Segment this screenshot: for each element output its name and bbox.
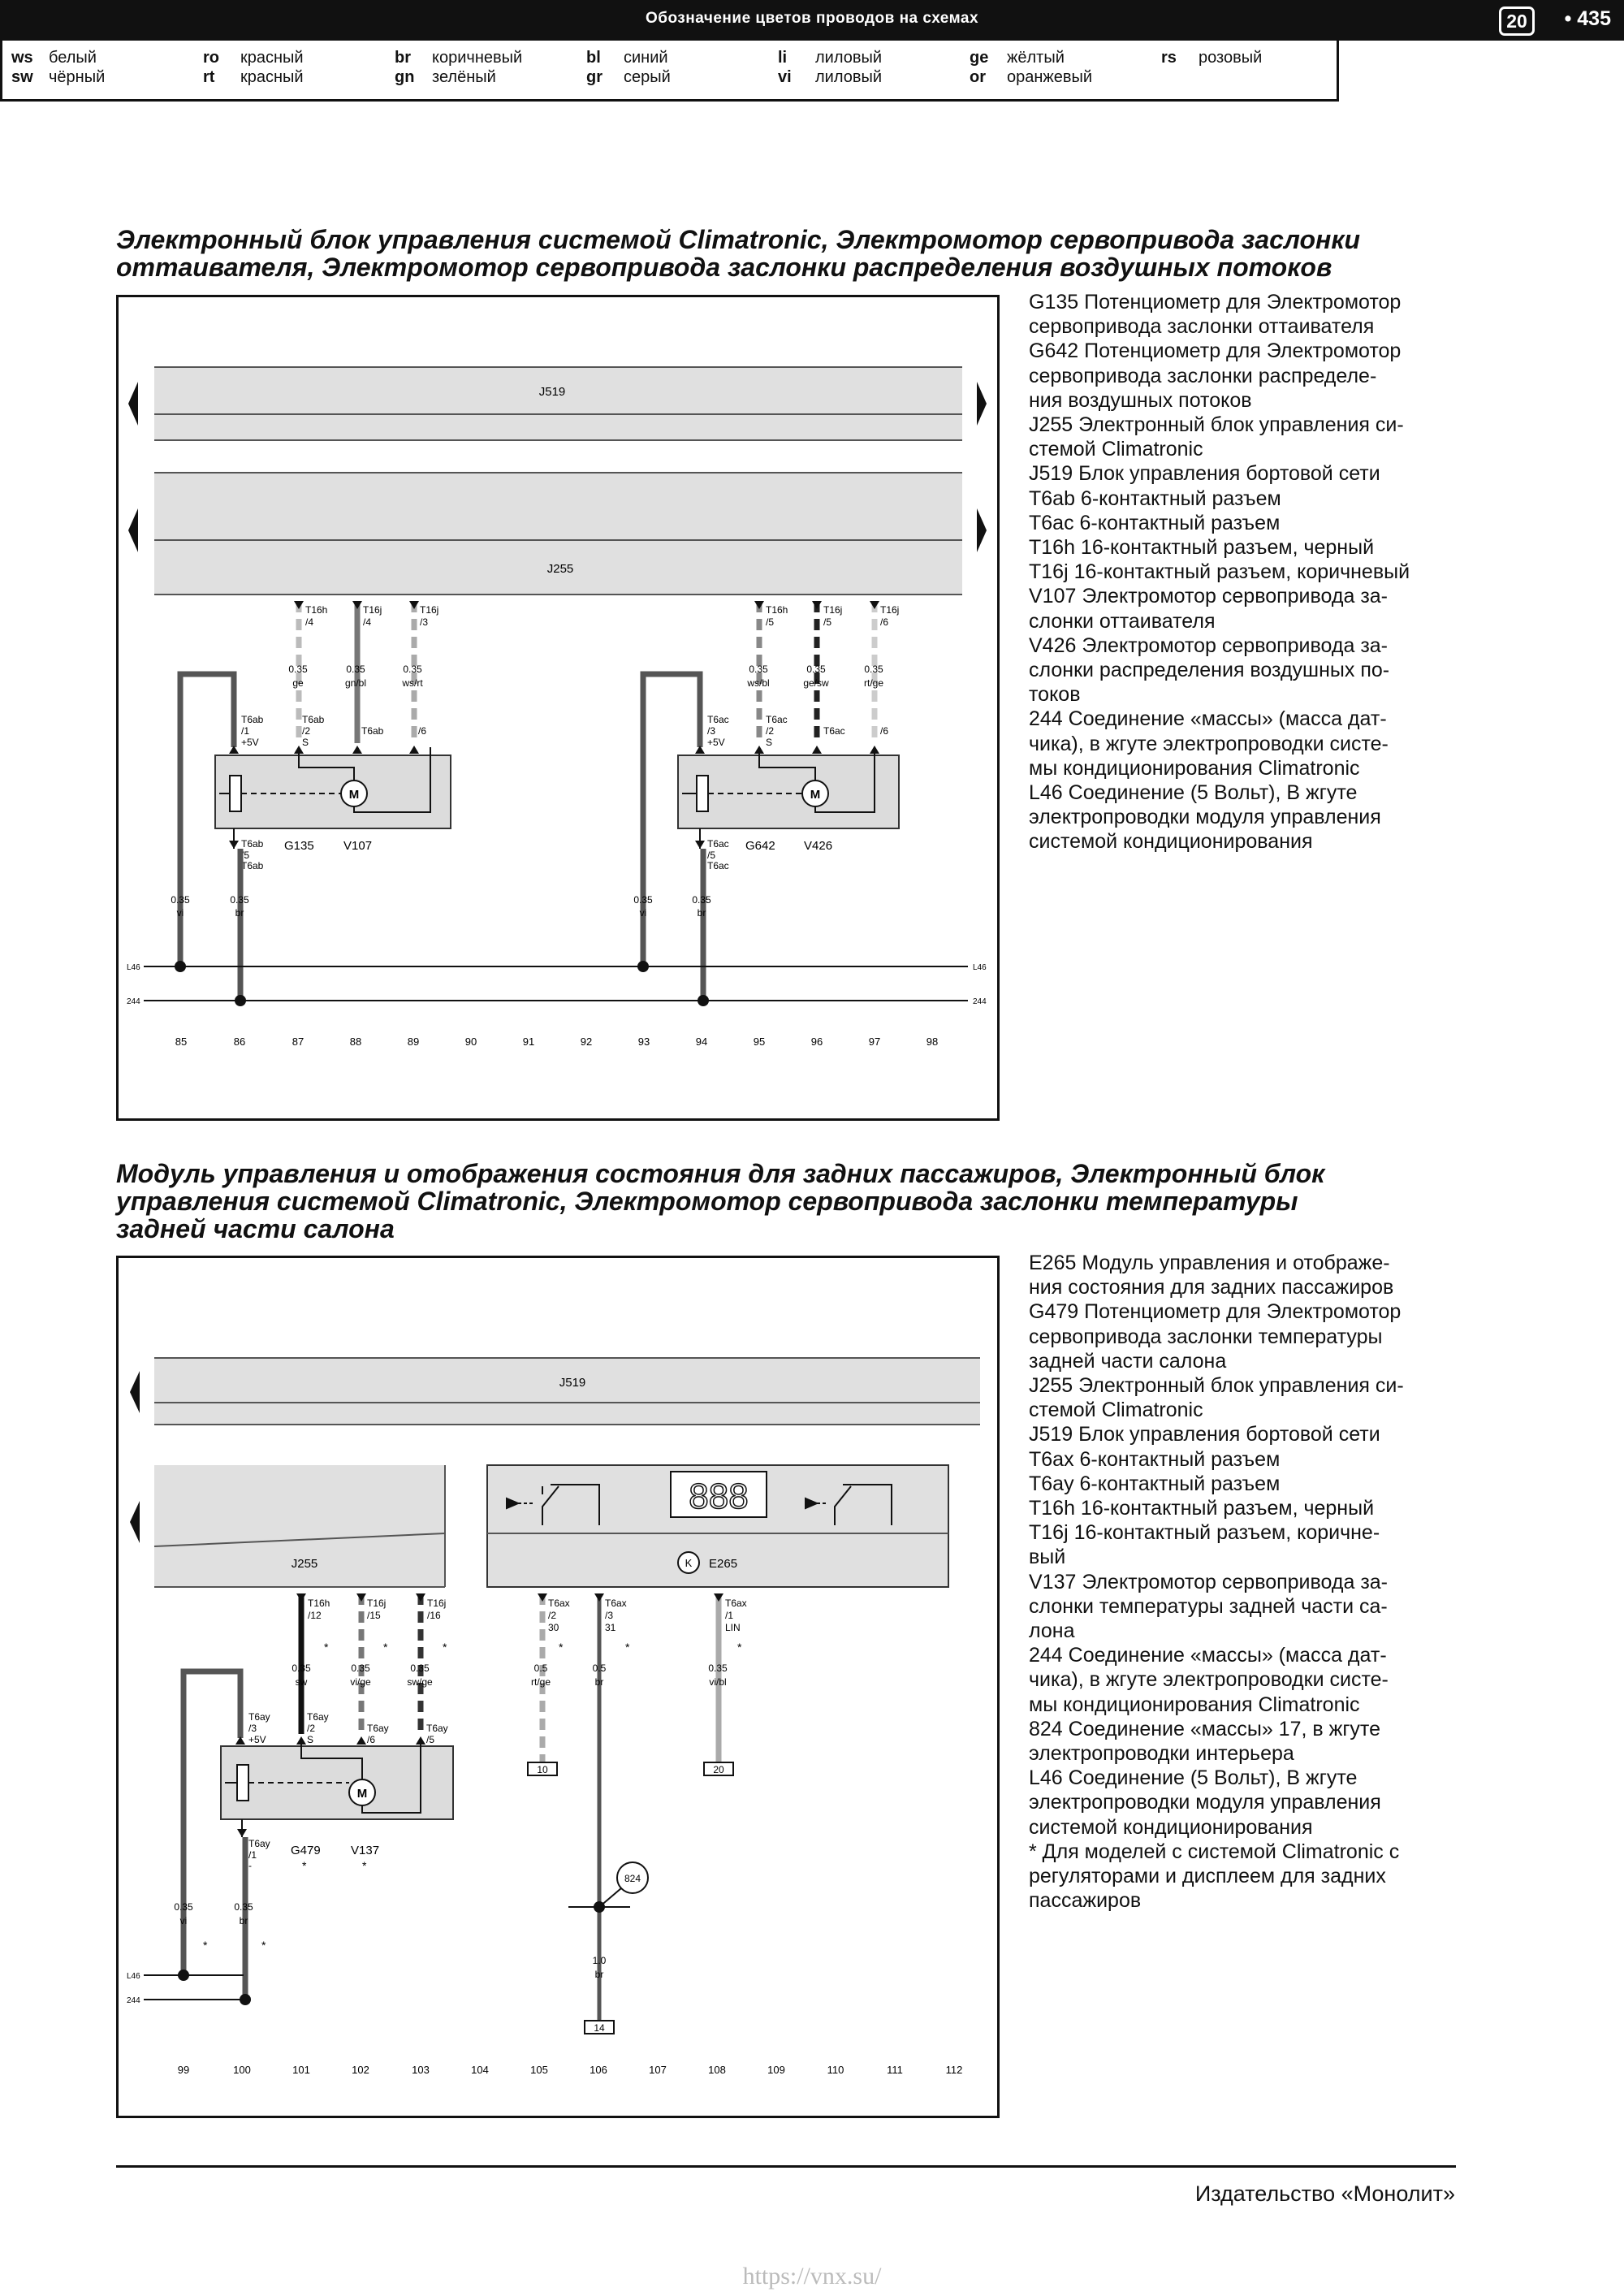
svg-text:br: br xyxy=(235,907,244,919)
svg-text:+5V: +5V xyxy=(707,737,725,748)
svg-text:/1: /1 xyxy=(248,1849,257,1861)
svg-text:/3: /3 xyxy=(605,1610,614,1621)
svg-text:br: br xyxy=(239,1915,248,1926)
svg-text:*: * xyxy=(203,1939,208,1952)
section2-legend: E265 Модуль управления и отображе- ния состояния для задних пассажиров G479 Потенциометр для Электромотор сервопривода заслонки температуры задней части салона J255 Электронный блок управления си- стемой Climatronic J519 Блок управления бортовой сети T6ax 6-контактный разъем T6ay 6-контактный разъем T16h 16-контактный разъем, черный T16j 16-контактный разъем, коричне- вый V137 Электромотор сервопривода за- слонки температуры задней части са- лона 244 Соединение «массы» (масса дат- чика), в жгуте электропроводки систе- мы кондиционирования Climatronic 824 Соединение «массы» 17, в жгуте электропроводки интерьера L46 Соединение (5 Вольт), В жгуте электропроводки модуля управления системой кондиционирования * Для моделей с системой Climatronic с регуляторами и дисплеем для задних пассажиров xyxy=(1029,1252,1404,1913)
svg-text:T6ac: T6ac xyxy=(823,725,845,737)
svg-text:/2: /2 xyxy=(766,725,775,737)
svg-text:94: 94 xyxy=(695,1036,708,1048)
svg-text:/15: /15 xyxy=(367,1610,381,1621)
svg-text:102: 102 xyxy=(352,2064,369,2076)
svg-text:T6ab: T6ab xyxy=(361,725,384,737)
svg-text:/5: /5 xyxy=(766,616,775,628)
section2-title: Модуль управления и отображения состояния для задних пассажиров, Электронный блок управления системой Climatronic, Электромотор сервопривода заслонки температуры задней части салона xyxy=(116,1159,1325,1243)
svg-text:/3: /3 xyxy=(707,725,716,737)
publisher: Издательство «Монолит» xyxy=(1194,2181,1455,2206)
svg-text:107: 107 xyxy=(649,2064,667,2076)
legend-item: bl синий xyxy=(586,49,668,67)
svg-text:L46: L46 xyxy=(127,1972,140,1981)
svg-text:86: 86 xyxy=(233,1036,246,1048)
svg-text:ws/rt: ws/rt xyxy=(402,677,423,689)
svg-text:T6ac: T6ac xyxy=(707,860,729,871)
svg-text:+5V: +5V xyxy=(248,1734,266,1745)
svg-text:L46: L46 xyxy=(973,963,987,972)
page-number: • 435 xyxy=(1564,7,1611,30)
svg-text:T6ay: T6ay xyxy=(426,1723,448,1734)
svg-text:-: - xyxy=(248,1860,252,1871)
svg-text:0.35: 0.35 xyxy=(633,894,653,906)
svg-text:91: 91 xyxy=(522,1036,535,1048)
svg-text:T16j: T16j xyxy=(427,1598,447,1609)
svg-text:/12: /12 xyxy=(308,1610,322,1621)
legend-item: gr серый xyxy=(586,68,671,86)
svg-text:0.5: 0.5 xyxy=(533,1663,548,1674)
legend-item: rt красный xyxy=(203,68,304,86)
svg-text:0.35: 0.35 xyxy=(288,664,308,675)
svg-text:*: * xyxy=(261,1939,266,1952)
svg-text:90: 90 xyxy=(464,1036,477,1048)
j255-label: J255 xyxy=(291,1557,318,1571)
svg-text:vi/bl: vi/bl xyxy=(709,1676,727,1688)
svg-text:/5: /5 xyxy=(241,850,250,861)
svg-text:T6ay: T6ay xyxy=(307,1711,329,1723)
svg-text:0.5: 0.5 xyxy=(592,1663,607,1674)
svg-text:87: 87 xyxy=(292,1036,304,1048)
svg-text:0.35: 0.35 xyxy=(174,1901,193,1913)
svg-text:108: 108 xyxy=(708,2064,726,2076)
svg-text:LIN: LIN xyxy=(725,1622,741,1633)
svg-text:0.35: 0.35 xyxy=(708,1663,728,1674)
svg-text:20: 20 xyxy=(713,1764,724,1775)
header-title: Обозначение цветов проводов на схемах xyxy=(645,10,979,27)
legend-item: sw чёрный xyxy=(11,68,106,86)
svg-text:/1: /1 xyxy=(725,1610,734,1621)
j519-block xyxy=(154,1358,980,1425)
svg-text:/6: /6 xyxy=(418,725,427,737)
svg-text:101: 101 xyxy=(292,2064,310,2076)
right-arrow-icon xyxy=(977,382,987,426)
svg-text:T16j: T16j xyxy=(367,1598,387,1609)
svg-text:T16h: T16h xyxy=(766,604,788,616)
svg-text:T16j: T16j xyxy=(363,604,382,616)
svg-text:110: 110 xyxy=(827,2064,844,2076)
svg-text:/2: /2 xyxy=(548,1610,557,1621)
svg-text:104: 104 xyxy=(471,2064,489,2076)
svg-text:244: 244 xyxy=(973,997,987,1006)
svg-text:98: 98 xyxy=(926,1036,939,1048)
svg-text:vi: vi xyxy=(179,1915,188,1926)
svg-text:0.35: 0.35 xyxy=(749,664,768,675)
svg-text:M: M xyxy=(348,788,360,802)
g479-label: G479 xyxy=(291,1844,321,1857)
legend-item: ws белый xyxy=(11,49,97,67)
svg-text:T6ab: T6ab xyxy=(241,838,264,850)
svg-text:89: 89 xyxy=(407,1036,420,1048)
svg-text:106: 106 xyxy=(590,2064,607,2076)
legend-item: ro красный xyxy=(203,49,304,67)
svg-text:/2: /2 xyxy=(307,1723,316,1734)
svg-text:/5: /5 xyxy=(426,1734,435,1745)
svg-text:244: 244 xyxy=(127,1996,140,2005)
svg-text:/6: /6 xyxy=(880,725,889,737)
svg-text:T6ay: T6ay xyxy=(367,1723,389,1734)
wire-color-legend-panel xyxy=(0,0,1611,102)
svg-text:0.35: 0.35 xyxy=(692,894,711,906)
svg-text:sw/ge: sw/ge xyxy=(407,1676,433,1688)
e265-wires xyxy=(531,1593,747,2021)
svg-text:*: * xyxy=(443,1641,447,1654)
svg-text:14: 14 xyxy=(594,2022,605,2034)
j519-label: J519 xyxy=(538,385,566,399)
svg-text:ge/sw: ge/sw xyxy=(803,677,829,689)
svg-text:T6ax: T6ax xyxy=(725,1598,747,1609)
svg-text:/6: /6 xyxy=(367,1734,376,1745)
svg-text:T16j: T16j xyxy=(823,604,843,616)
svg-text:/2: /2 xyxy=(302,725,311,737)
svg-text:95: 95 xyxy=(753,1036,766,1048)
svg-text:112: 112 xyxy=(945,2064,963,2076)
left-arrow-icon xyxy=(130,1501,140,1543)
svg-text:vi/ge: vi/ge xyxy=(350,1676,371,1688)
svg-text:/4: /4 xyxy=(305,616,314,628)
j255-block xyxy=(154,473,962,595)
v426-label: V426 xyxy=(804,839,833,853)
left-arrow-icon xyxy=(128,508,138,552)
svg-text:br: br xyxy=(594,1969,604,1980)
svg-text:M: M xyxy=(810,788,821,802)
svg-text:*: * xyxy=(737,1641,742,1654)
svg-text:/16: /16 xyxy=(427,1610,441,1621)
svg-text:0.35: 0.35 xyxy=(292,1663,311,1674)
svg-text:vi: vi xyxy=(176,907,184,919)
legend-item: li лиловый xyxy=(778,49,883,67)
svg-text:93: 93 xyxy=(637,1036,650,1048)
svg-text:sw: sw xyxy=(295,1676,308,1688)
svg-text:/5: /5 xyxy=(707,850,716,861)
svg-text:85: 85 xyxy=(175,1036,188,1048)
svg-text:T6ax: T6ax xyxy=(548,1598,570,1609)
svg-text:100: 100 xyxy=(233,2064,251,2076)
svg-text:*: * xyxy=(625,1641,630,1654)
display-digits: 888 xyxy=(689,1477,749,1516)
svg-text:31: 31 xyxy=(605,1622,616,1633)
svg-text:0.35: 0.35 xyxy=(234,1901,253,1913)
svg-text:*: * xyxy=(324,1641,329,1654)
svg-text:/4: /4 xyxy=(363,616,372,628)
svg-text:T6ac: T6ac xyxy=(707,714,729,725)
footer-divider xyxy=(116,2165,1456,2168)
svg-text:vi: vi xyxy=(639,907,647,919)
svg-text:T6ay: T6ay xyxy=(248,1838,270,1849)
g135-label: G135 xyxy=(284,839,314,853)
svg-text:*: * xyxy=(559,1641,564,1654)
legend-item: or оранжевый xyxy=(970,68,1093,86)
svg-text:111: 111 xyxy=(887,2064,903,2076)
legend-item: gn зелёный xyxy=(395,68,496,86)
header-bar xyxy=(0,0,1624,41)
svg-text:gn/bl: gn/bl xyxy=(344,677,367,689)
legend-item: ge жёлтый xyxy=(970,49,1065,67)
v137-label: V137 xyxy=(351,1844,380,1857)
svg-text:+5V: +5V xyxy=(241,737,259,748)
section1-legend: G135 Потенциометр для Электромотор сервопривода заслонки оттаивателя G642 Потенциометр для Электромотор сервопривода заслонки распределе- ния воздушных потоков J255 Электронный блок управления си- стемой Climatronic J519 Блок управления бортовой сети T6ab 6-контактный разъем T6ac 6-контактный разъем T16h 16-контактный разъем, черный T16j 16-контактный разъем, коричневый V107 Электромотор сервопривода за- слонки оттаивателя V426 Электромотор сервопривода за- слонки распределения воздушных по- токов 244 Соединение «массы» (масса дат- чика), в жгуте электропроводки систе- мы кондиционирования Climatronic L46 Соединение (5 Вольт), В жгуте электропроводки модуля управления системой кондиционирования xyxy=(1029,291,1410,854)
svg-text:1.0: 1.0 xyxy=(592,1955,607,1966)
svg-text:*: * xyxy=(383,1641,388,1654)
legend-item: vi лиловый xyxy=(778,68,883,86)
svg-text:T16j: T16j xyxy=(420,604,439,616)
svg-text:L46: L46 xyxy=(127,963,140,972)
svg-text:T6ax: T6ax xyxy=(605,1598,627,1609)
svg-text:T6ab: T6ab xyxy=(241,714,264,725)
svg-text:0.35: 0.35 xyxy=(403,664,422,675)
component-a-box xyxy=(215,755,451,828)
svg-text:/1: /1 xyxy=(241,725,250,737)
svg-text:0.35: 0.35 xyxy=(351,1663,370,1674)
section2-diagram-frame xyxy=(116,1256,1000,2118)
svg-text:0.35: 0.35 xyxy=(171,894,190,906)
svg-text:0.35: 0.35 xyxy=(806,664,826,675)
svg-text:T16h: T16h xyxy=(308,1598,330,1609)
svg-text:ws/bl: ws/bl xyxy=(747,677,770,689)
section1-title: Электронный блок управления системой Climatronic, Электромотор сервопривода заслонки оттаивателя, Электромотор сервопривода заслонки распределения воздушных потоков xyxy=(116,225,1361,282)
svg-text:br: br xyxy=(697,907,706,919)
svg-text:92: 92 xyxy=(580,1036,593,1048)
svg-text:S: S xyxy=(766,737,773,748)
grid-numbers xyxy=(178,2064,963,2076)
svg-text:824: 824 xyxy=(624,1873,641,1884)
svg-text:96: 96 xyxy=(810,1036,823,1048)
svg-text:/6: /6 xyxy=(880,616,889,628)
g642-label: G642 xyxy=(745,839,775,853)
svg-text:0.35: 0.35 xyxy=(864,664,883,675)
grid-numbers xyxy=(175,1036,938,1048)
legend-item: rs розовый xyxy=(1161,49,1263,67)
svg-text:*: * xyxy=(302,1859,307,1872)
v107-label: V107 xyxy=(343,839,373,853)
svg-text:rt/ge: rt/ge xyxy=(530,1676,551,1688)
chapter-badge: 20 xyxy=(1499,6,1535,36)
svg-text:ge: ge xyxy=(292,677,304,689)
svg-text:T6ab: T6ab xyxy=(241,860,264,871)
svg-text:88: 88 xyxy=(349,1036,362,1048)
svg-text:rt/ge: rt/ge xyxy=(863,677,884,689)
e265-label: E265 xyxy=(709,1557,738,1571)
svg-text:10: 10 xyxy=(537,1764,548,1775)
svg-text:99: 99 xyxy=(177,2064,190,2076)
right-arrow-icon xyxy=(977,508,987,552)
section1-diagram-frame xyxy=(116,295,1000,1121)
component-b-box xyxy=(678,755,899,828)
svg-text:S: S xyxy=(307,1734,314,1745)
svg-text:105: 105 xyxy=(530,2064,548,2076)
svg-text:/3: /3 xyxy=(248,1723,257,1734)
svg-text:T16h: T16h xyxy=(305,604,328,616)
svg-text:/3: /3 xyxy=(420,616,429,628)
svg-text:T16j: T16j xyxy=(880,604,900,616)
svg-text:K: K xyxy=(685,1557,693,1569)
left-arrow-icon xyxy=(130,1371,140,1413)
svg-text:0.35: 0.35 xyxy=(230,894,249,906)
section2-wiring-diagram xyxy=(119,1258,997,2116)
svg-text:T6ac: T6ac xyxy=(766,714,788,725)
svg-text:/5: /5 xyxy=(823,616,832,628)
svg-text:0.35: 0.35 xyxy=(346,664,365,675)
svg-text:244: 244 xyxy=(127,997,140,1006)
svg-text:S: S xyxy=(302,737,309,748)
svg-text:M: M xyxy=(356,1787,368,1801)
j519-block xyxy=(154,367,962,440)
legend-item: br коричневый xyxy=(395,49,523,67)
svg-text:T6ab: T6ab xyxy=(302,714,325,725)
svg-text:30: 30 xyxy=(548,1622,559,1633)
watermark-url[interactable]: https://vnx.su/ xyxy=(742,2263,882,2290)
section1-wiring-diagram xyxy=(119,297,997,1118)
svg-text:T6ay: T6ay xyxy=(248,1711,270,1723)
left-arrow-icon xyxy=(128,382,138,426)
svg-text:*: * xyxy=(362,1859,367,1872)
svg-text:109: 109 xyxy=(767,2064,785,2076)
j255-label: J255 xyxy=(546,562,574,576)
svg-text:0.35: 0.35 xyxy=(410,1663,430,1674)
j519-label: J519 xyxy=(559,1376,586,1390)
svg-text:97: 97 xyxy=(868,1036,881,1048)
svg-text:br: br xyxy=(594,1676,604,1688)
svg-text:T6ac: T6ac xyxy=(707,838,729,850)
svg-text:103: 103 xyxy=(412,2064,430,2076)
